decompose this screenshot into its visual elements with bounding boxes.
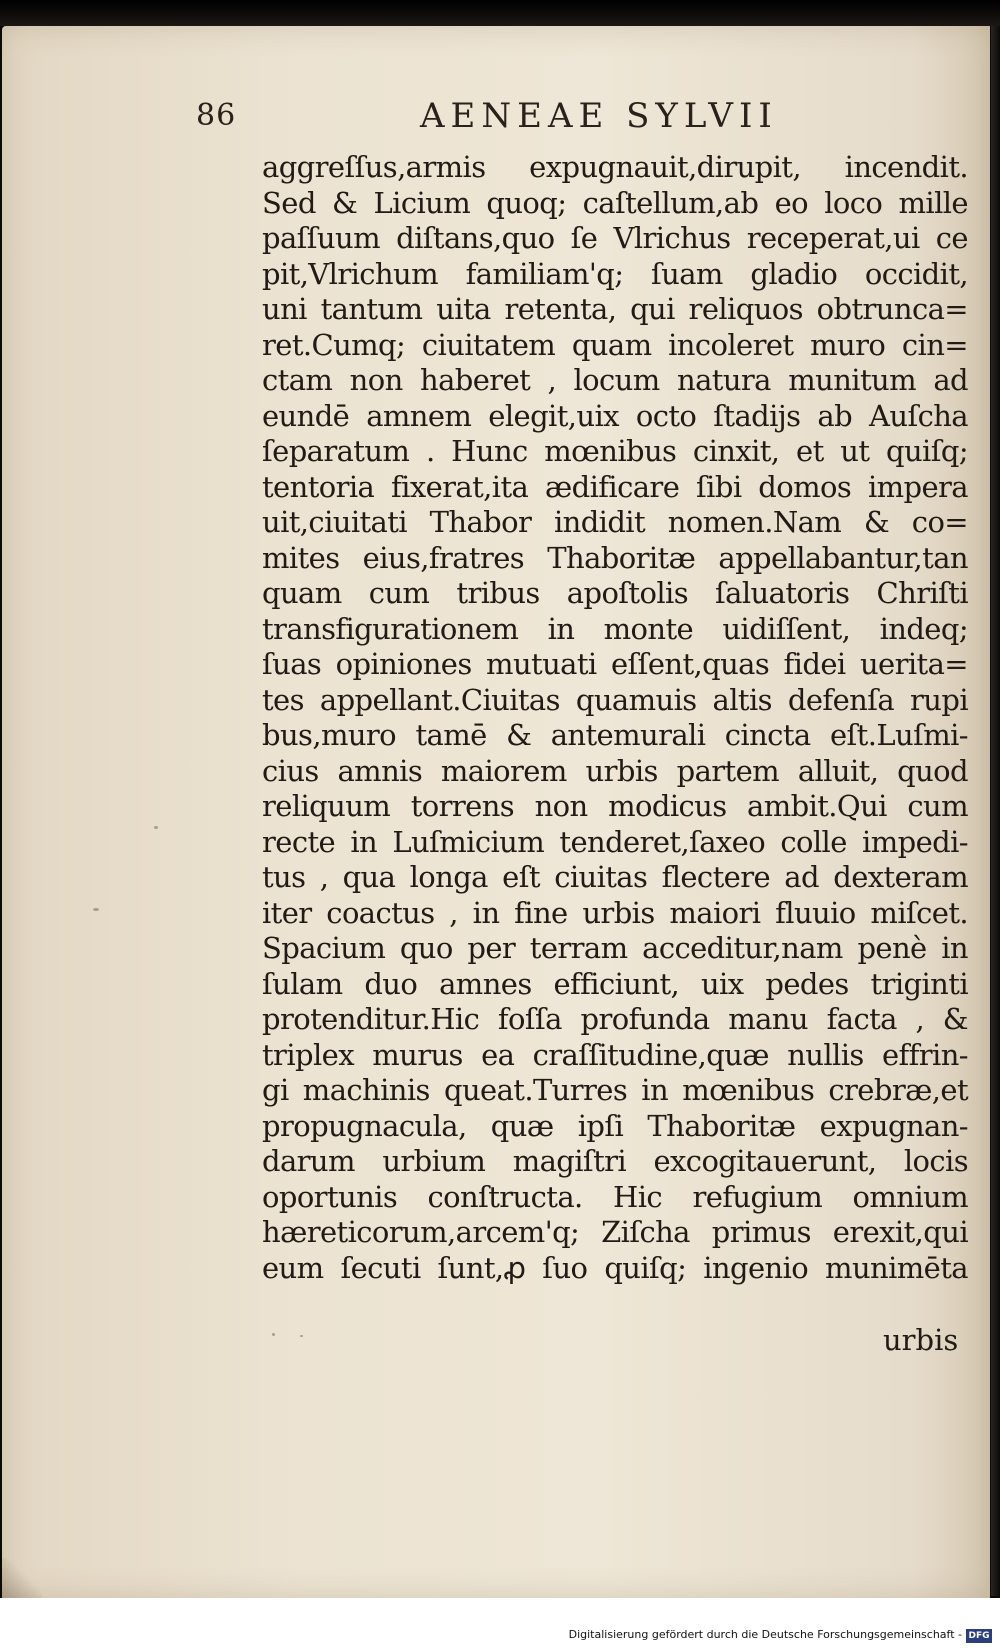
- text-line: reliquum torrens non modicus ambit.Qui cum: [262, 789, 968, 823]
- text-line: quam cum tribus apoſtolis ſaluatoris Chriſti: [262, 576, 968, 610]
- text-line: bus,muro tamē & antemurali cincta eſt.Luſmi-: [262, 718, 968, 752]
- text-line: paſſuum diſtans,quo ſe Vlrichus receperat,ui ce: [262, 221, 968, 255]
- text-line: ctam non haberet , locum natura munitum ad: [262, 363, 968, 397]
- text-line: uni tantum uita retenta, qui reliquos obtrunca=: [262, 292, 968, 326]
- text-line: tentoria fixerat,ita ædificare ſibi domos impera: [262, 469, 968, 504]
- ink-speck: [154, 826, 158, 829]
- ink-speck: [93, 908, 99, 911]
- ink-speck: [272, 1333, 275, 1336]
- text-line: protenditur.Hic foſſa profunda manu facta , &: [262, 1002, 968, 1036]
- text-line: Sed & Licium quoq; caſtellum,ab eo loco mille: [262, 185, 968, 220]
- text-line: pit,Vlrichum familiam'q; ſuam gladio occidit,: [262, 256, 968, 291]
- text-line: recte in Luſmicium tenderet,ſaxeo colle impedi-: [262, 824, 968, 859]
- text-line: hæreticorum,arcem'q; Ziſcha primus erexit,qui: [262, 1215, 968, 1249]
- page-number: 86: [196, 98, 237, 133]
- text-line: aggreſſus,armis expugnauit,dirupit, incendit.: [262, 150, 968, 184]
- text-line: triplex murus ea craſſitudine,quæ nullis effrin-: [262, 1037, 968, 1072]
- dfg-logo: DFG: [966, 1629, 992, 1643]
- text-line: eundē amnem elegit,uix octo ſtadijs ab Auſcha: [262, 398, 968, 433]
- scan-right-edge: [991, 26, 1000, 1596]
- text-line: mites eius,fratres Thaboritæ appellabantur,tan: [262, 540, 968, 575]
- text-line: darum urbium magiſtri excogitauerunt, locis: [262, 1144, 968, 1178]
- catchword: urbis: [883, 1323, 959, 1357]
- text-line: ſulam duo amnes efficiunt, uix pedes triginti: [262, 966, 968, 1001]
- scan-top-edge: [0, 0, 1000, 26]
- text-line: cius amnis maiorem urbis partem alluit, quod: [262, 753, 968, 788]
- text-line: oportunis conſtructa. Hic refugium omnium: [262, 1179, 968, 1214]
- running-head: AENEAE SYLVII: [420, 96, 778, 136]
- text-line: ſuas opiniones mutuati eſſent,quas fidei uerita=: [262, 647, 968, 681]
- ink-speck: [300, 1335, 303, 1337]
- body-text: [262, 150, 968, 1286]
- text-line: ret.Cumq; ciuitatem quam incoleret muro cin=: [262, 327, 968, 362]
- text-line: iter coactus , in fine urbis maiori fluuio miſcet.: [262, 895, 968, 930]
- text-line: transfigurationem in monte uidiſſent, indeq;: [262, 611, 968, 646]
- text-line: tus , qua longa eſt ciuitas flectere ad dexteram: [262, 860, 968, 894]
- page-corner-shadow: [2, 1558, 42, 1598]
- digitization-footer: [0, 1598, 1000, 1651]
- text-line: uit,ciuitati Thabor indidit nomen.Nam & co=: [262, 505, 968, 539]
- footer-credit: Digitalisierung gefördert durch die Deutsche Forschungsgemeinschaft -: [568, 1628, 962, 1641]
- text-line: gi machinis queat.Turres in mœnibus crebræ,et: [262, 1073, 968, 1107]
- text-line: Spacium quo per terram acceditur,nam penè in: [262, 931, 968, 965]
- text-line: eum ſecuti ſunt,ꝓ ſuo quiſq; ingenio munimēta: [262, 1250, 968, 1285]
- text-line: propugnacula, quæ ipſi Thaboritæ expugnan-: [262, 1108, 968, 1143]
- text-line: ſeparatum . Hunc mœnibus cinxit, et ut quiſq;: [262, 434, 968, 468]
- text-line: tes appellant.Ciuitas quamuis altis defenſa rupi: [262, 682, 968, 717]
